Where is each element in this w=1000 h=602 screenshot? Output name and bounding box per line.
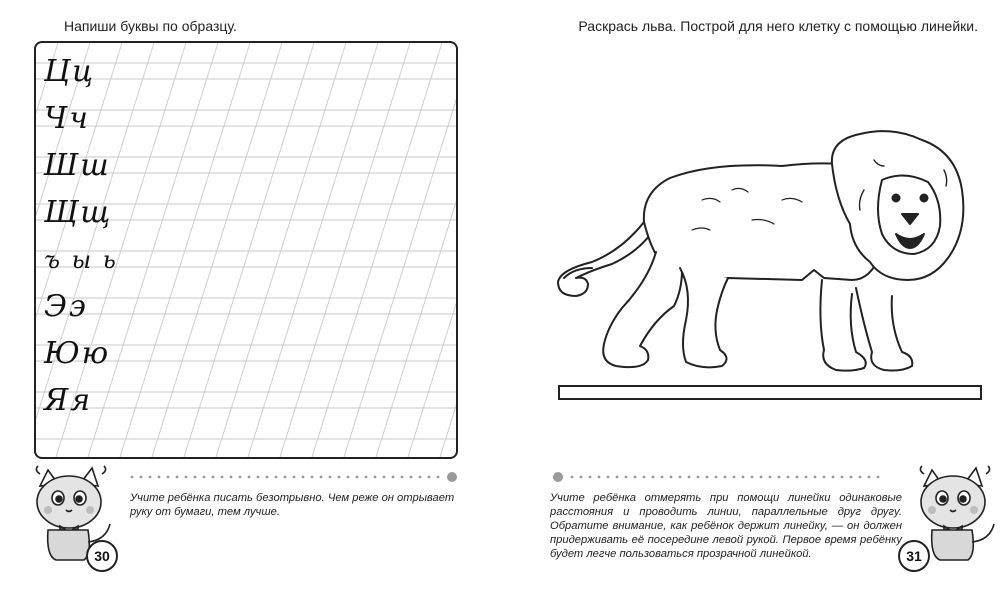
ground-bar — [558, 385, 982, 400]
lion-coloring-icon — [552, 130, 992, 390]
letter-row-signs: ъ ы ь — [44, 246, 118, 274]
left-parent-tip: Учите ребёнка писать безотрывно. Чем реже он отрывает руку от бумаги, тем лучше. — [130, 492, 455, 518]
letter-row-shch: Щщ — [44, 195, 113, 230]
right-parent-tip: Учите ребёнка отмерять при помощи линейки одинаковые расстояния и проводить линии, параллельные друг другу. Обратите внимание, как ребёнок держит линейку, — он должен придерживать её посередине левой рукой. Первое время ребёнку будет легче пользоваться прозрачной линейкой. — [550, 492, 902, 560]
right-page — [500, 0, 1000, 602]
letter-row-sh: Шш — [44, 148, 111, 183]
left-task-title: Напиши буквы по образцу. — [64, 18, 237, 34]
letter-row-ch: Чч — [44, 101, 90, 136]
letter-row-yu: Юю — [44, 336, 111, 371]
right-dotted-separator — [552, 472, 882, 482]
letter-row-e: Ээ — [44, 289, 88, 324]
page-number-31: 31 — [898, 540, 930, 572]
left-dotted-separator — [130, 472, 460, 482]
letter-row-ts: Цц — [44, 54, 96, 89]
handwriting-practice-box — [34, 41, 458, 459]
right-task-title: Раскрась льва. Построй для него клетку с помощью линейки. — [578, 18, 978, 34]
page-number-30: 30 — [86, 540, 118, 572]
letter-row-ya: Яя — [44, 383, 93, 418]
